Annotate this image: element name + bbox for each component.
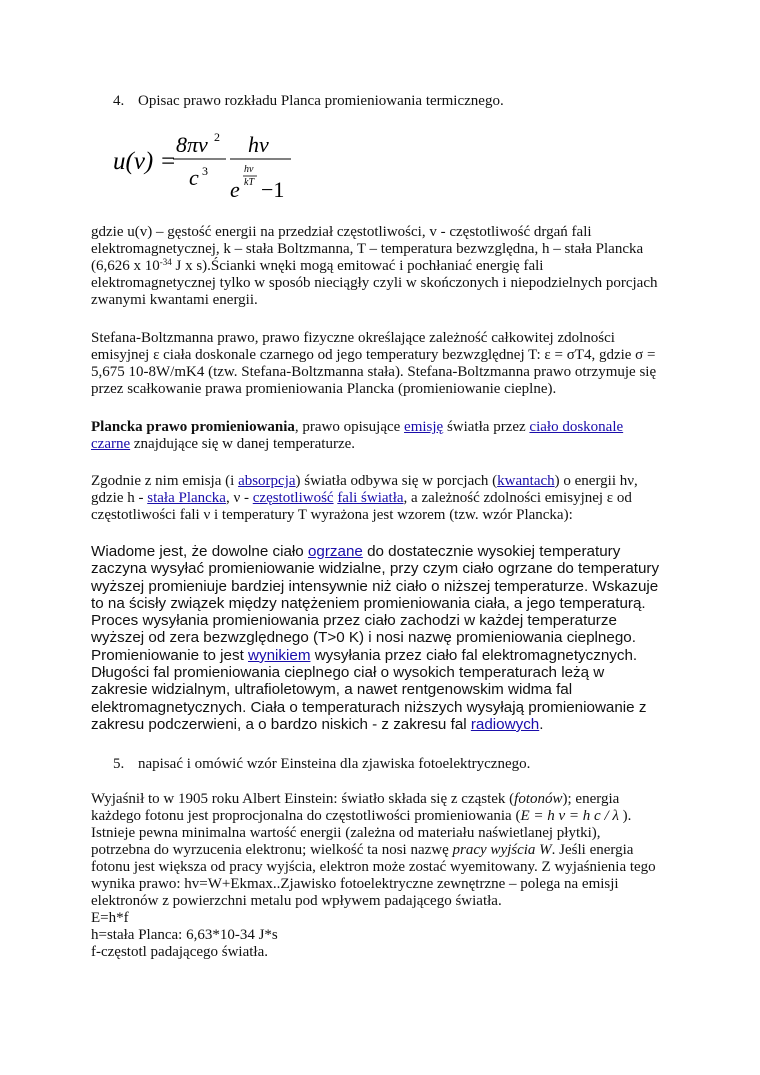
text-line: gdzie u(v) – gęstość energii na przedział częstotliwości, v - częstotliwość drgań fali [91, 224, 592, 240]
text-line: elektromagnetycznych. Ciała o temperaturach niższych wysyłają promieniowanie z [91, 698, 647, 716]
formula-den2-exp-num: hν [244, 164, 254, 175]
link-ogrzane[interactable]: ogrzane [307, 543, 363, 560]
link-stala-plancka[interactable]: stała Plancka [147, 490, 226, 506]
text-line: elektromagnetycznej, k – stała Boltzmanna, T – temperatura bezwzględna, h – stała Plancka [91, 241, 644, 257]
link-czestotliwosc[interactable]: częstotliwość [252, 490, 334, 506]
text-line: przez scałkowanie prawa promieniowania Plancka (promieniowanie cieplne). [91, 381, 557, 397]
section-5-title: napisać i omówić wzór Einsteina dla zjawiska fotoelektrycznego. [138, 756, 531, 772]
link-wynikiem[interactable]: wynikiem [248, 646, 311, 664]
paragraph-planck-definition [91, 224, 681, 309]
section-5-number: 5. [113, 756, 125, 772]
text-line: wynika prawo: hv=W+Ekmax..Zjawisko fotoelektryczne zewnętrzne – polega na emisji [91, 876, 619, 892]
text-line: wyższej od zera bezwzględnego (T>0 K) i nosi nazwę promieniowania cieplnego. [91, 629, 636, 647]
formula-den1-exp: 3 [202, 164, 208, 178]
einstein-formula: E = h ν = h c / λ [520, 808, 619, 824]
text-line: Promieniowanie to jest wynikiem wysyłania przez ciało fal elektromagnetycznych. [91, 646, 638, 664]
text-line: zaczyna wysyłać promieniowanie widzialne, przy czym ciało ogrzane do temperatury [91, 560, 660, 578]
formula-num2: hν [248, 132, 269, 157]
text-line: E=h*f [91, 910, 129, 926]
text-line: Zgodnie z nim emisja (i absorpcja) światła odbywa się w porcjach (kwantach) o energii hν, [91, 473, 638, 489]
text-line: gdzie h - stała Plancka, ν - częstotliwość fali światła, a zależność zdolności emisyjnej ε od [91, 490, 632, 506]
paragraph-thermal-radiation [91, 543, 681, 733]
link-cialo-doskonale-czarne[interactable]: ciało doskonale [529, 419, 624, 435]
formula-num1-exp: 2 [214, 130, 220, 144]
text-line: 5,675 10-8W/mK4 (tzw. Stefana-Boltzmanna stała). Stefana-Boltzmanna prawo otrzymuje się [91, 364, 657, 380]
text-line: Stefana-Boltzmanna prawo, prawo fizyczne określające zależność całkowitej zdolności [91, 330, 615, 346]
link-radiowych[interactable]: radiowych [470, 715, 540, 733]
text-line: Wyjaśnił to w 1905 roku Albert Einstein: światło składa się z cząstek (fotonów); energia [91, 791, 620, 807]
paragraph-stefan-boltzmann [91, 330, 681, 398]
text-line: Długości fal promieniowania cieplnego ciał o wysokich temperaturach leżą w [91, 664, 605, 682]
text-line: czarne znajdujące się w danej temperaturze. [91, 436, 356, 452]
text-line: Wiadome jest, że dowolne ciało ogrzane do dostatecznie wysokiej temperatury [91, 543, 621, 560]
link-absorpcja[interactable]: absorpcja [238, 473, 296, 489]
paragraph-planck-emission [91, 473, 681, 524]
text-line: f-częstotl padającego światła. [91, 944, 268, 960]
text-line: potrzebna do wyrzucenia elektronu; wielkość ta nosi nazwę pracy wyjścia W. Jeśli energia [91, 842, 634, 858]
text-line: każdego fotonu jest proprocjonalna do częstotliwości promieniowania (E = h ν = h c / λ ). [91, 808, 632, 824]
link-cialo-doskonale-czarne-cont[interactable]: czarne [91, 436, 131, 452]
text-line: emisyjnej ε ciała doskonale czarnego od jego temperatury bezwzględnej T: ε = σT4, gdzie σ = [91, 347, 656, 363]
text-line: elektronów z powierzchni metalu pod wpływem padającego światła. [91, 893, 502, 909]
text-line: Istnieje pewna minimalna wartość energii (zależna od materiału naświetlanej płytki), [91, 825, 601, 841]
formula-den2-base: e [230, 177, 240, 202]
paragraph-planck-law [91, 419, 681, 453]
bold-term: Plancka prawo promieniowania [91, 419, 295, 435]
text-line: elektromagnetycznej tylko w sposób nieciągły czyli w skończonych i niepodzielnych porcjach [91, 275, 658, 291]
section-4-title: Opisac prawo rozkładu Planca promieniowania termicznego. [138, 93, 504, 109]
link-kwantach[interactable]: kwantach [497, 473, 555, 489]
text-line: częstotliwości fali ν i temperatury T wyrażona jest wzorem (tzw. wzór Plancka): [91, 507, 573, 523]
text-line: zakresu podczerwieni, a o bardzo niskich - z zakresu fal radiowych. [91, 715, 544, 733]
formula-num1: 8πν [176, 132, 208, 157]
formula-den2-exp-den: kT [244, 177, 254, 188]
formula-den1: c [189, 165, 199, 190]
formula-lhs: u(ν) = [113, 148, 177, 175]
text-line: zwanymi kwantami energii. [91, 292, 258, 308]
planck-formula [113, 128, 303, 208]
text-line: wyższej promieniuje bardziej intensywnie niż ciało o niższej temperaturze. Wskazuje [91, 577, 659, 595]
text-line: (6,626 x $10^{-34}$ J x s).Ścianki wnęki mogą emitować i pochłaniać energię fali [91, 257, 544, 274]
text-line: Plancka prawo promieniowania, prawo opisujące emisję światła przez ciało doskonale [91, 419, 624, 435]
text-line: h=stała Planca: 6,63*10-34 J*s [91, 927, 278, 943]
text-line: fotonu jest większa od pracy wyjścia, elektron może zostać wyemitowany. Z wyjaśnienia tego [91, 859, 656, 875]
link-fali-swiatla[interactable]: fali światła [337, 490, 404, 506]
text-line: Proces wysyłania promieniowania przez ciało zachodzi w każdej temperaturze [91, 612, 617, 630]
section-4-number: 4. [113, 93, 125, 109]
formula-den2-minus: −1 [261, 177, 285, 202]
link-emisje[interactable]: emisję [404, 419, 444, 435]
text-line: to na ścisły związek między natężeniem promieniowania ciała, a jego temperaturą. [91, 594, 646, 612]
paragraph-einstein [91, 791, 681, 961]
text-line: zakresie widzialnym, ultrafioletowym, a nawet rentgenowskim widma fal [91, 681, 573, 699]
